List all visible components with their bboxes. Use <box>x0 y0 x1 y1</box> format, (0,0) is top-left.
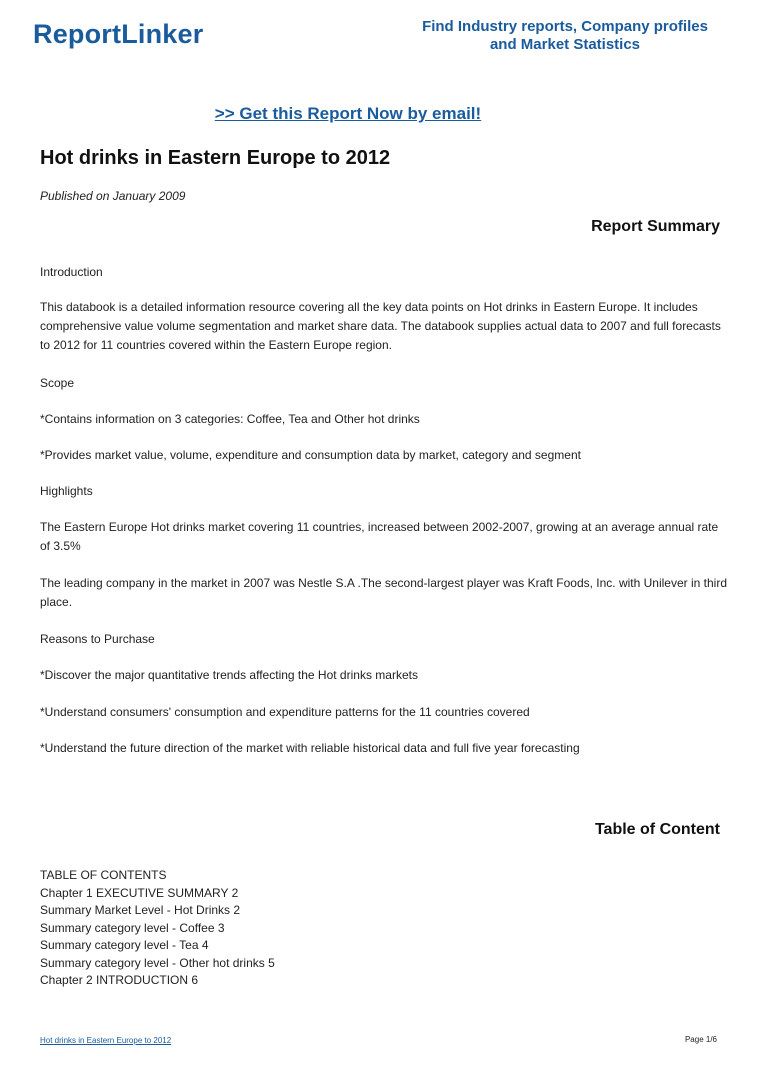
scope-label: Scope <box>40 376 75 390</box>
tagline-line-2: and Market Statistics <box>489 36 641 53</box>
reasons-label: Reasons to Purchase <box>40 632 155 646</box>
reason-1: *Discover the major quantitative trends affecting the Hot drinks markets <box>40 668 418 682</box>
scope-item-2: *Provides market value, volume, expenditure and consumption data by market, category and segment <box>40 448 581 462</box>
reason-2: *Understand consumers' consumption and expenditure patterns for the 11 countries covered <box>40 705 530 719</box>
toc-list <box>40 867 275 990</box>
toc-item: Summary category level - Coffee 3 <box>40 920 225 935</box>
toc-item: Summary category level - Tea 4 <box>40 938 209 952</box>
highlight-2: The leading company in the market in 2007 was Nestle S.A .The second-largest player was Kraft Foods, Inc. with Unilever in third place. <box>40 576 727 609</box>
footer-report-link[interactable]: Hot drinks in Eastern Europe to 2012 <box>40 1036 172 1045</box>
report-title: Hot drinks in Eastern Europe to 2012 <box>40 147 391 169</box>
reason-3: *Understand the future direction of the market with reliable historical data and full five year forecasting <box>40 741 580 755</box>
introduction-text: This databook is a detailed information resource covering all the key data points on Hot drinks in Eastern Europe. It includes comprehensive value volume segmentation and market share data. The databook supplies actual data to 2007 and full forecasts to 2012 for 11 countries covered within the Eastern Europe region. <box>40 300 721 352</box>
toc-item: Summary category level - Other hot drinks 5 <box>40 955 275 970</box>
get-report-link[interactable]: >> Get this Report Now by email! <box>214 104 482 123</box>
toc-item: Summary Market Level - Hot Drinks 2 <box>40 903 241 917</box>
reportlinker-logo[interactable]: ReportLinker <box>33 19 204 49</box>
toc-item: Chapter 2 INTRODUCTION 6 <box>40 973 199 987</box>
highlight-1: The Eastern Europe Hot drinks market covering 11 countries, increased between 2002-2007, growing at an average annual rate of 3.5% <box>40 520 719 553</box>
toc-item: TABLE OF CONTENTS <box>40 868 167 882</box>
toc-item: Chapter 1 EXECUTIVE SUMMARY 2 <box>40 885 239 900</box>
report-summary-heading: Report Summary <box>591 218 720 235</box>
highlights-label: Highlights <box>40 484 93 498</box>
header-tagline <box>400 18 730 54</box>
table-of-content-heading: Table of Content <box>594 821 720 838</box>
page-number: Page 1/6 <box>684 1035 717 1044</box>
introduction-label: Introduction <box>40 265 103 279</box>
scope-item-1: *Contains information on 3 categories: Coffee, Tea and Other hot drinks <box>40 412 420 426</box>
tagline-line-1: Find Industry reports, Company profiles <box>422 18 708 35</box>
published-date: Published on January 2009 <box>40 189 186 203</box>
